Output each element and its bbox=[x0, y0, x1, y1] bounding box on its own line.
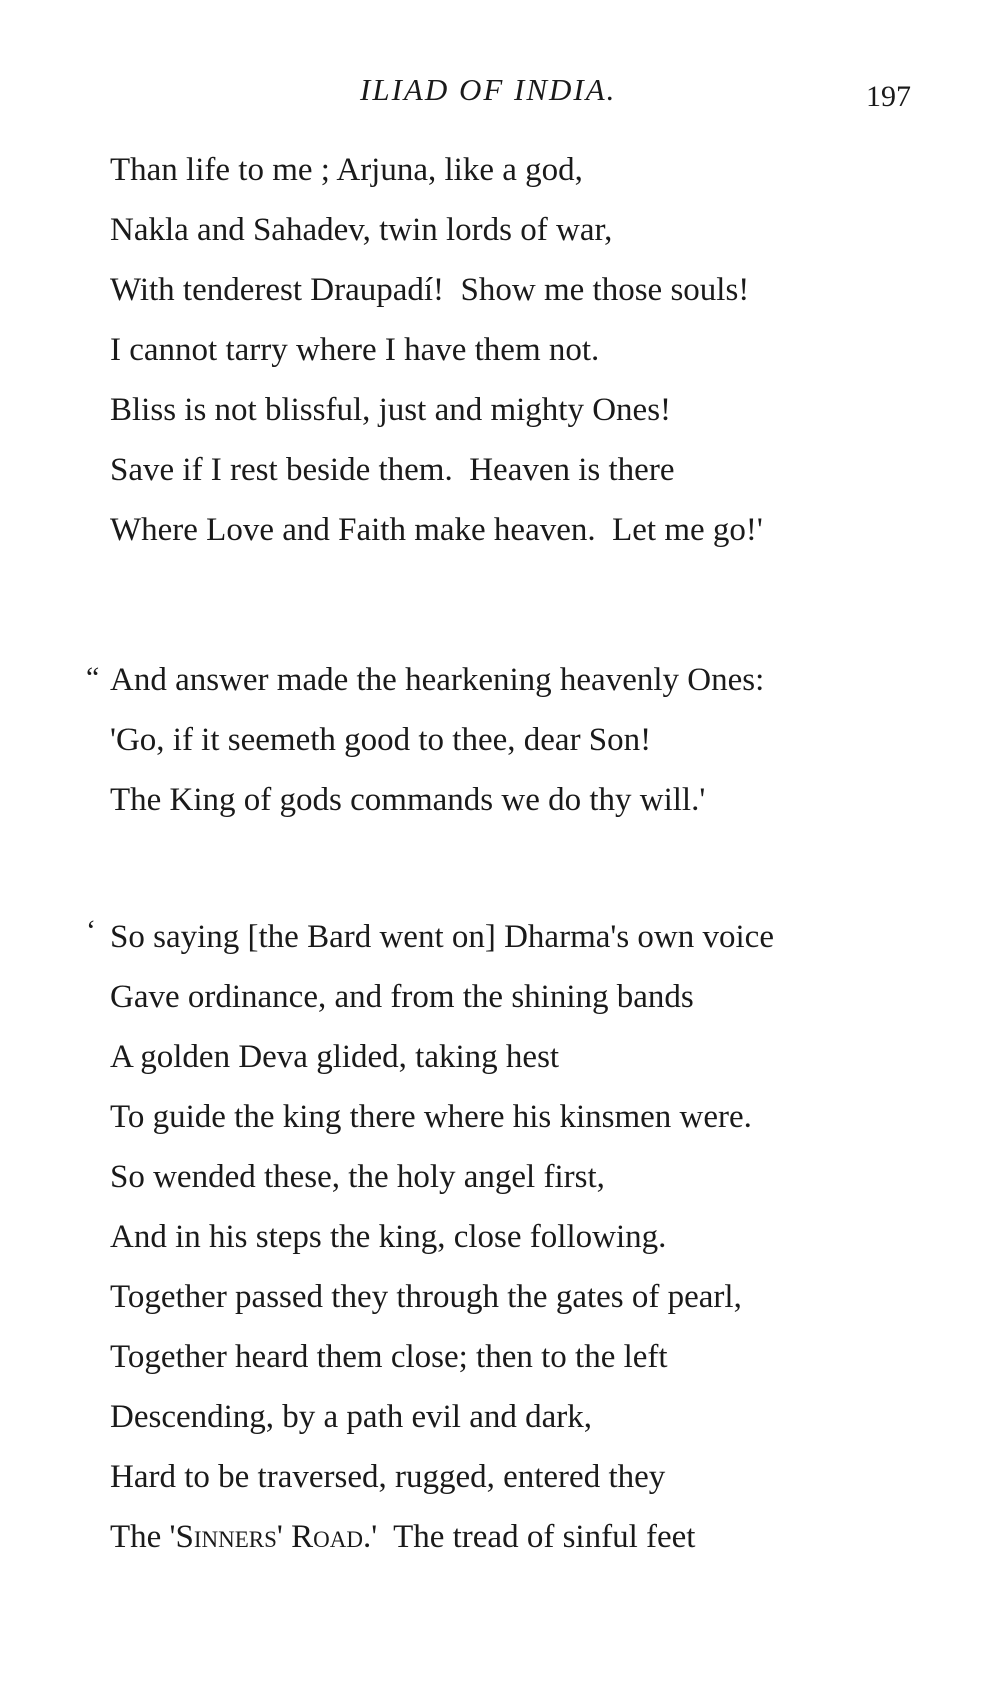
opening-quote-mark: ‘ bbox=[86, 914, 96, 947]
verse-line: Bliss is not blissful, just and mighty Ones! bbox=[110, 392, 672, 428]
verse-line: I cannot tarry where I have them not. bbox=[110, 332, 600, 368]
verse-line: To guide the king there where his kinsmen were. bbox=[110, 1099, 752, 1135]
verse-line: So wended these, the holy angel first, bbox=[110, 1159, 605, 1195]
line-text-before: The ' bbox=[110, 1519, 176, 1555]
sinners-road-label: Sinners' Road. bbox=[175, 1519, 372, 1555]
verse-line-last bbox=[110, 1517, 695, 1557]
line-text-after: ' The tread of sinful feet bbox=[371, 1519, 696, 1555]
verse-line: Together passed they through the gates of pearl, bbox=[110, 1279, 742, 1315]
verse-line: Hard to be traversed, rugged, entered they bbox=[110, 1459, 666, 1495]
running-head: ILIAD OF INDIA. bbox=[360, 72, 617, 107]
verse-line: A golden Deva glided, taking hest bbox=[110, 1039, 560, 1075]
verse-line: 'Go, if it seemeth good to thee, dear Son! bbox=[110, 722, 652, 758]
verse-line: With tenderest Draupadí! Show me those souls! bbox=[110, 272, 750, 308]
page-number: 197 bbox=[866, 80, 911, 113]
verse-line: So saying [the Bard went on] Dharma's own voice bbox=[110, 919, 774, 955]
verse-line: And in his steps the king, close following. bbox=[110, 1219, 667, 1255]
verse-line: The King of gods commands we do thy will.' bbox=[110, 782, 706, 818]
verse-line: Together heard them close; then to the left bbox=[110, 1339, 668, 1375]
verse-line: Than life to me ; Arjuna, like a god, bbox=[110, 152, 583, 188]
verse-line: Nakla and Sahadev, twin lords of war, bbox=[110, 212, 613, 248]
verse-line: And answer made the hearkening heavenly Ones: bbox=[110, 662, 765, 698]
verse-line: Where Love and Faith make heaven. Let me go!' bbox=[110, 512, 763, 548]
page-header bbox=[0, 72, 1000, 122]
verse-line: Gave ordinance, and from the shining bands bbox=[110, 979, 694, 1015]
verse-line: Save if I rest beside them. Heaven is there bbox=[110, 452, 675, 488]
opening-quote-mark: “ bbox=[86, 661, 100, 694]
verse-line: Descending, by a path evil and dark, bbox=[110, 1399, 593, 1435]
